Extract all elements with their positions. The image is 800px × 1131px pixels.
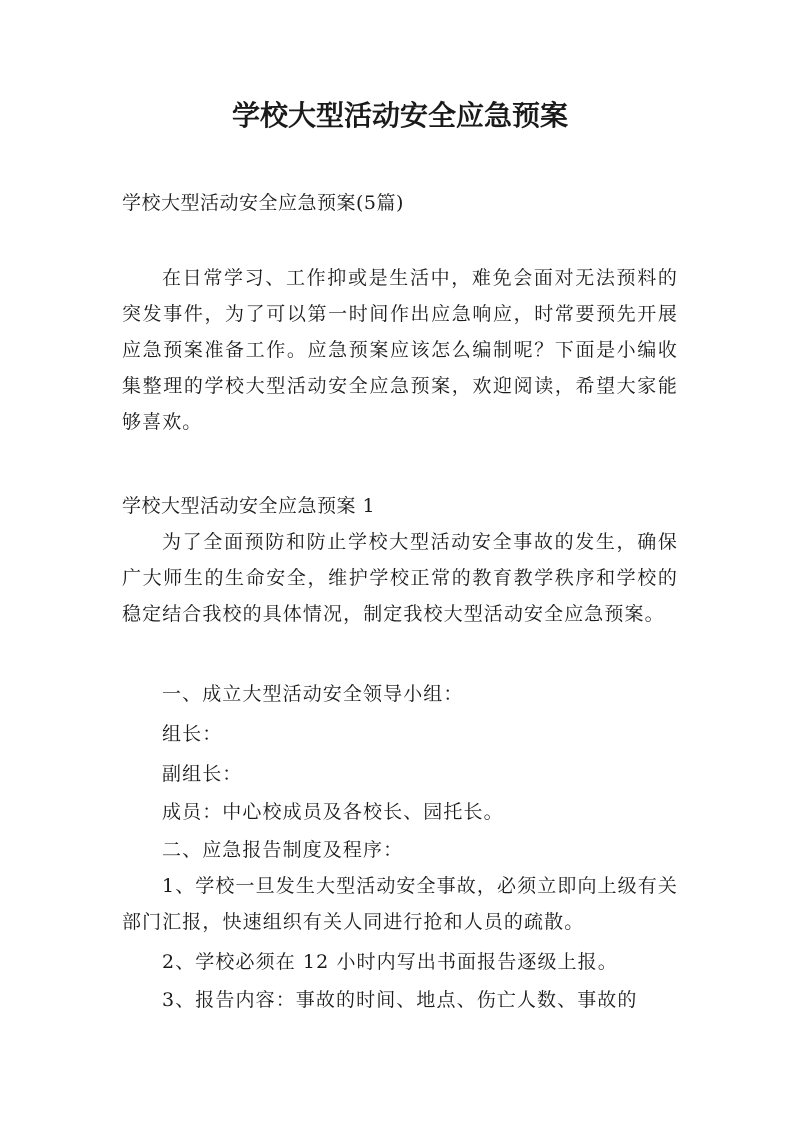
- report-item-3: 3、报告内容：事故的时间、地点、伤亡人数、事故的: [162, 989, 638, 1011]
- leader-line: 组长：: [162, 723, 223, 745]
- section-heading-1: 学校大型活动安全应急预案 1: [122, 495, 376, 517]
- report-item-2: 2、学校必须在 12 小时内写出书面报告逐级上报。: [162, 951, 618, 973]
- document-title: 学校大型活动安全应急预案: [231, 99, 568, 132]
- report-item-1: 1、学校一旦发生大型活动安全事故，必须立即向上级有关部门汇报，快速组织有关人同进行抢和人员的疏散。: [122, 875, 678, 933]
- deputy-leader-line: 副组长：: [162, 763, 243, 785]
- members-line: 成员：中心校成员及各校长、园托长。: [162, 801, 504, 823]
- report-heading: 二、应急报告制度及程序：: [162, 839, 404, 861]
- section-1-paragraph: 为了全面预防和防止学校大型活动安全事故的发生，确保广大师生的生命安全，维护学校正常的教育教学秩序和学校的稳定结合我校的具体情况，制定我校大型活动安全应急预案。: [122, 531, 678, 625]
- org-heading: 一、成立大型活动安全领导小组：: [162, 683, 464, 705]
- document-subtitle: 学校大型活动安全应急预案(5篇): [122, 192, 404, 214]
- intro-paragraph: 在日常学习、工作抑或是生活中，难免会面对无法预料的突发事件，为了可以第一时间作出应急响应，时常要预先开展应急预案准备工作。应急预案应该怎么编制呢？下面是小编收集整理的学校大型活动安全应急预案，欢迎阅读，希望大家能够喜欢。: [122, 267, 678, 433]
